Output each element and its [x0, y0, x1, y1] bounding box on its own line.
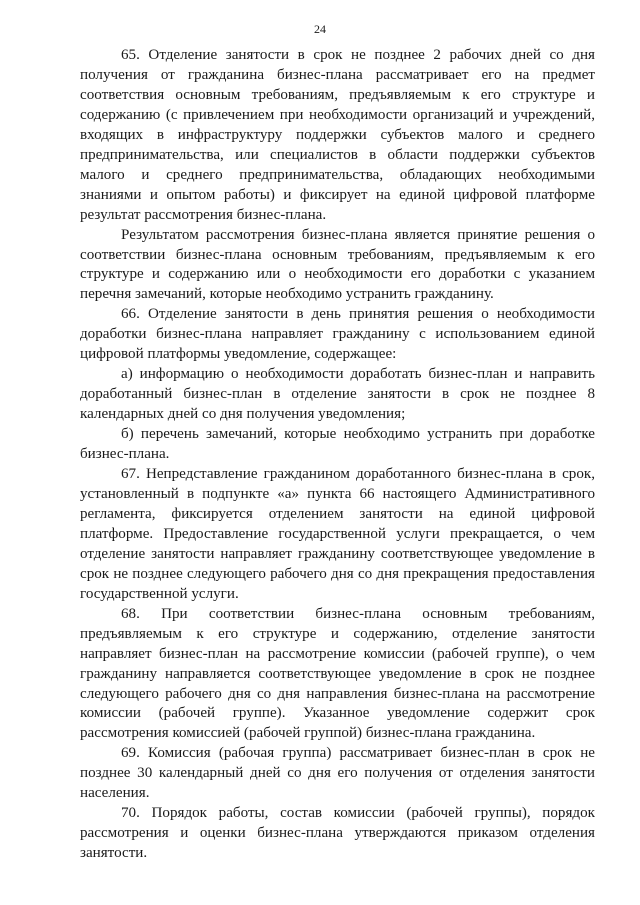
paragraph-65: 65. Отделение занятости в срок не позднее 2 рабочих дней со дня получения от гражданина бизнес-плана рассматривает его на предмет соответствия основным требованиям, предъявляемым к его структуре и содержанию (с привлечением при необходимости организаций и учреждений, входящих в инфраструктуру поддержки субъектов малого и среднего предпринимательства, или специалистов в области поддержки субъектов малого и среднего предпринимательства, обладающих необходимыми знаниями и опытом работы) и фиксирует на единой цифровой платформе результат рассмотрения бизнес-плана. [80, 47, 595, 223]
paragraph-66-item-b: б) перечень замечаний, которые необходимо устранить при доработке бизнес-плана. [80, 426, 595, 463]
paragraph-69: 69. Комиссия (рабочая группа) рассматривает бизнес-план в срок не позднее 30 календарный дней со дня его получения от отделения занятости населения. [80, 745, 595, 802]
paragraph-67: 67. Непредставление гражданином доработанного бизнес-плана в срок, установленный в подпункте «а» пункта 66 настоящего Административного регламента, фиксируется отделением занятости на единой цифровой платформе. Предоставление государственной услуги прекращается, о чем отделение занятости направляет гражданину соответствующее уведомление в срок не позднее следующего рабочего дня со дня прекращения предоставления государственной услуги. [80, 466, 595, 602]
paragraph-70: 70. Порядок работы, состав комиссии (рабочей группы), порядок рассмотрения и оценки бизнес-плана утверждаются приказом отделения занятости. [80, 805, 595, 862]
paragraph-65-result: Результатом рассмотрения бизнес-плана является принятие решения о соответствии бизнес-плана основным требованиям, предъявляемым к его структуре и содержанию или о необходимости его доработки с указанием перечня замечаний, которые необходимо устранить гражданину. [80, 226, 595, 303]
paragraph-66: 66. Отделение занятости в день принятия решения о необходимости доработки бизнес-плана направляет гражданину с использованием единой цифровой платформы уведомление, содержащее: [80, 306, 595, 363]
paragraph-66-item-a: а) информацию о необходимости доработать бизнес-план и направить доработанный бизнес-план в отделение занятости в срок не позднее 8 календарных дней со дня получения уведомления; [80, 366, 595, 423]
paragraph-68: 68. При соответствии бизнес-плана основным требованиям, предъявляемым к его структуре и содержанию, отделение занятости направляет бизнес-план на рассмотрение комиссии (рабочей группе), о чем гражданину направляется соответствующее уведомление в срок не позднее следующего рабочего дня со дня направления бизнес-плана на рассмотрение комиссии (рабочей группе). Указанное уведомление содержит срок рассмотрения комиссией (рабочей группой) бизнес-плана гражданина. [80, 605, 595, 742]
page-number: 24 [314, 22, 326, 36]
document-body [80, 46, 595, 864]
